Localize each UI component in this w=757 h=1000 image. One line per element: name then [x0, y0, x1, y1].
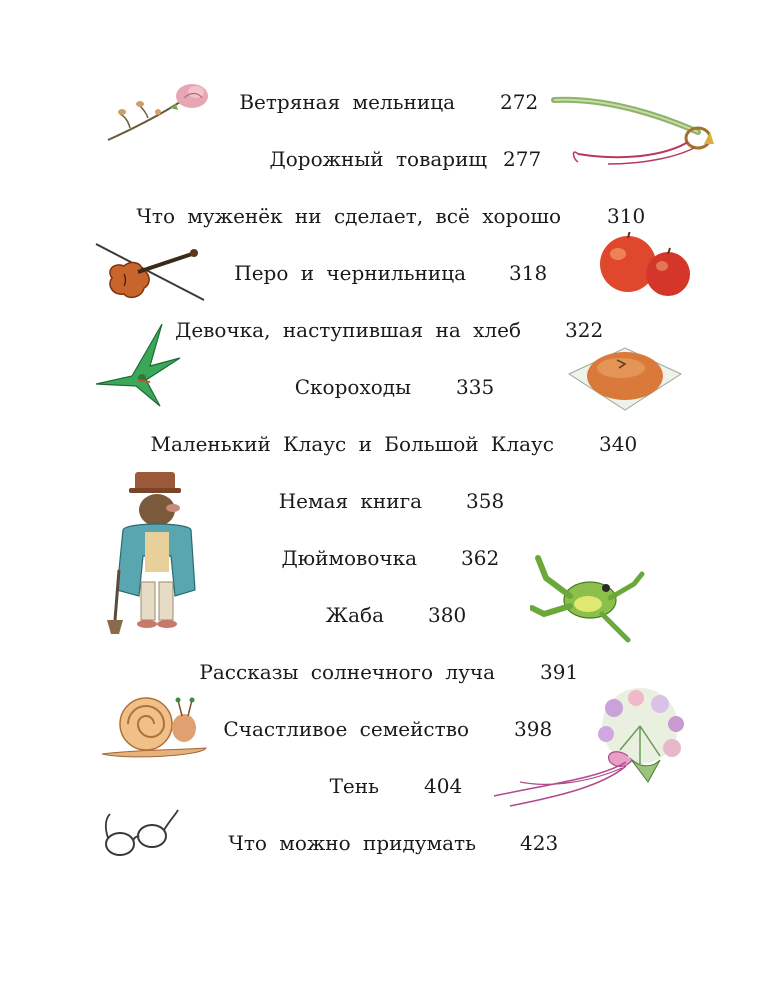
- toc-entry-page: 362: [461, 546, 500, 570]
- toc-entry-page: 380: [428, 603, 467, 627]
- toc-entry-title: Маленький Клаус и Большой Клаус: [150, 432, 554, 456]
- toc-entry[interactable]: [0, 196, 757, 236]
- toc-entry-page: 391: [540, 660, 579, 684]
- toc-entry-title: Рассказы солнечного луча: [199, 660, 495, 684]
- swallow-icon: [92, 322, 182, 407]
- toc-entry-title: Дорожный товарищ: [269, 147, 487, 171]
- toc-entry-title: Жаба: [325, 603, 384, 627]
- toc-entry-page: 335: [456, 375, 495, 399]
- bread-icon: [565, 340, 685, 415]
- toc-entry-title: Ветряная мельница: [239, 90, 455, 114]
- toc-entry-title: Немая книга: [278, 489, 422, 513]
- toc-entry-page: 310: [607, 204, 646, 228]
- toc-entry-page: 340: [599, 432, 638, 456]
- frog-icon: [530, 548, 645, 643]
- mole-gentleman-icon: [105, 470, 205, 640]
- toc-entry-page: 318: [509, 261, 548, 285]
- toc-entry-title: Скороходы: [294, 375, 411, 399]
- toc-entry-title: Перо и чернильница: [234, 261, 466, 285]
- toc-entry[interactable]: [0, 424, 757, 464]
- snail-icon: [98, 692, 208, 762]
- toc-entry-title: Тень: [329, 774, 379, 798]
- violin-icon: [92, 240, 212, 305]
- toc-entry-title: Что муженёк ни сделает, всё хорошо: [136, 204, 561, 228]
- apples-icon: [596, 232, 696, 302]
- toc-entry-title: Счастливое семейство: [223, 717, 469, 741]
- sword-icon: [548, 92, 718, 172]
- toc-entry-title: Дюймовочка: [281, 546, 417, 570]
- toc-entry-title: Что можно придумать: [228, 831, 476, 855]
- toc-entry-page: 398: [514, 717, 553, 741]
- toc-entry-page: 423: [520, 831, 559, 855]
- toc-entry-page: 277: [503, 147, 542, 171]
- rose-icon: [100, 78, 220, 148]
- glasses-icon: [100, 806, 182, 861]
- toc-entry-page: 272: [500, 90, 539, 114]
- toc-entry-title: Девочка, наступившая на хлеб: [175, 318, 521, 342]
- bouquet-icon: [490, 686, 705, 811]
- toc-entry-page: 404: [424, 774, 463, 798]
- toc-entry-page: 358: [466, 489, 505, 513]
- toc-entry-page: 322: [565, 318, 604, 342]
